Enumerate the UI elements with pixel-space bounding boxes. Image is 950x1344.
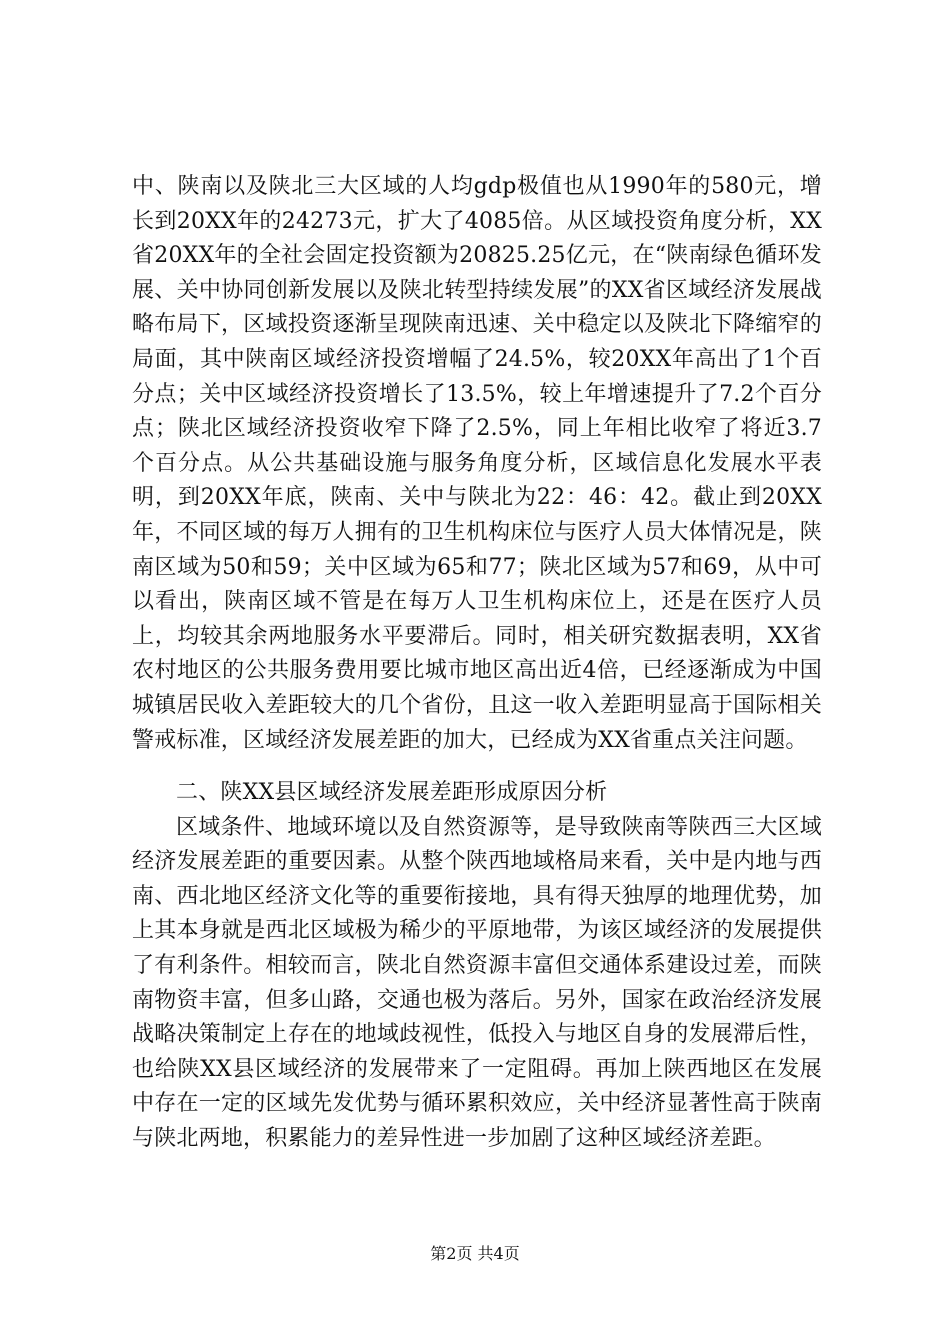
section-heading: 二、陕XX县区域经济发展差距形成原因分析	[176, 780, 608, 806]
body-paragraph-continued: 中、陕南以及陕北三大区域的人均gdp极值也从1990年的580元，增长到20XX年的24273元，扩大了4085倍。从区域投资角度分析，XX省20XX年的全社会固定投资额为20825.25亿元，在“陕南绿色循环发展、关中协同创新发展以及陕北转型持续发展”的XX省区域经济发展战略布局下，区域投资逐渐呈现陕南迅速、关中稳定以及陕北下降缩窄的局面，其中陕南区域经济投资增幅了24.5%，较20XX年高出了1个百分点；关中区域经济投资增长了13.5%，较上年增速提升了7.2个百分点；陕北区域经济投资收窄下降了2.5%，同上年相比收窄了将近3.7个百分点。从公共基础设施与服务角度分析，区域信息化发展水平表明，到20XX年底，陕南、关中与陕北为22：46：42。截止到20XX年，不同区域的每万人拥有的卫生机构床位与医疗人员大体情况是，陕南区域为50和59；关中区域为65和77；陕北区域为57和69，从中可以看出，陕南区域不管是在每万人卫生机构床位上，还是在医疗人员上，均较其余两地服务水平要滞后。同时，相关研究数据表明，XX省农村地区的公共服务费用要比城市地区高出近4倍，已经逐渐成为中国城镇居民收入差距较大的几个省份，且这一收入差距明显高于国际相关警戒标准，区域经济发展差距的加大，已经成为XX省重点关注问题。	[132, 174, 822, 753]
page-number-footer: 第2页 共4页	[430, 1244, 520, 1263]
document-body	[132, 170, 822, 1157]
body-paragraph: 区域条件、地域环境以及自然资源等，是导致陕南等陕西三大区域经济发展差距的重要因素。从整个陕西地域格局来看，关中是内地与西南、西北地区经济文化等的重要衔接地，具有得天独厚的地理优势，加上其本身就是西北区域极为稀少的平原地带，为该区域经济的发展提供了有利条件。相较而言，陕北自然资源丰富但交通体系建设过差，而陕南物资丰富，但多山路，交通也极为落后。另外，国家在政治经济发展战略决策制定上存在的地域歧视性，低投入与地区自身的发展滞后性，也给陕XX县区域经济的发展带来了一定阻碍。再加上陕西地区在发展中存在一定的区域先发优势与循环累积效应，关中经济显著性高于陕南与陕北两地，积累能力的差异性进一步加剧了这种区域经济差距。	[132, 814, 822, 1152]
